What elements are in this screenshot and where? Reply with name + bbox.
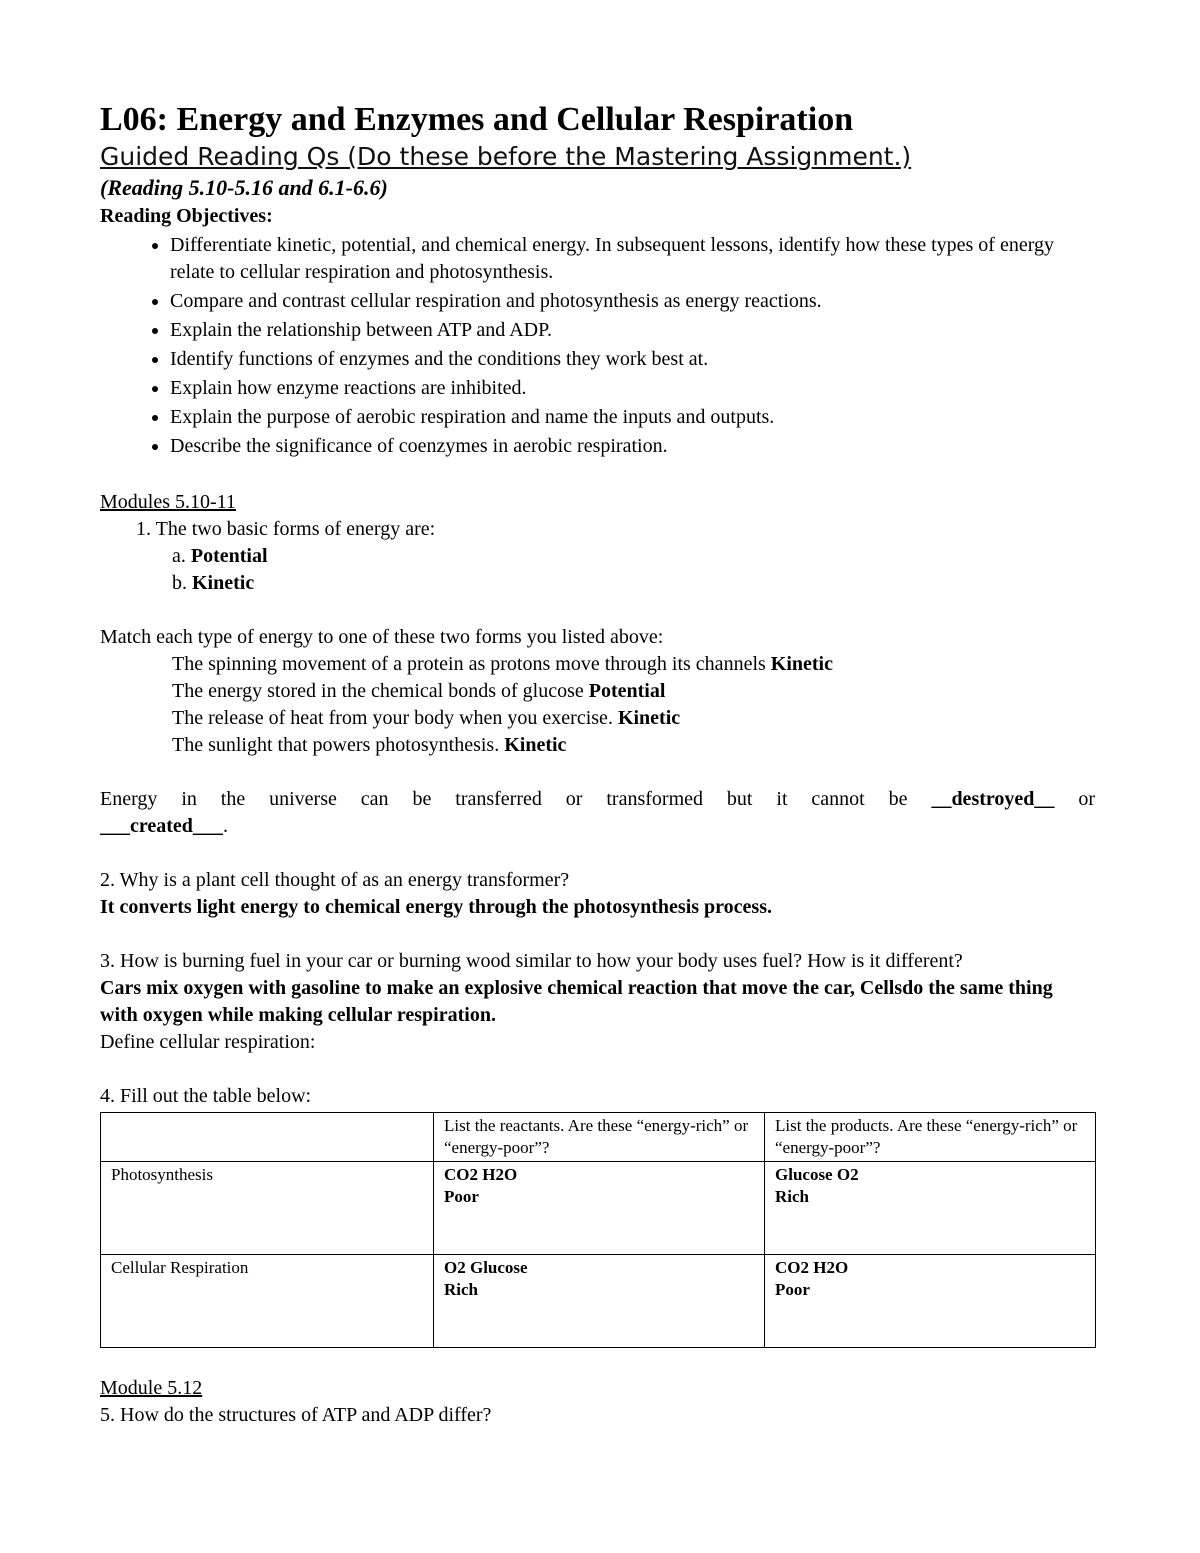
answer-1a-value: Potential <box>190 545 268 567</box>
question-4: 4. Fill out the table below: <box>100 1085 312 1107</box>
match-item <box>100 651 1095 678</box>
answer-3: Cars mix oxygen with gasoline to make an explosive chemical reaction that move the car, Cellsdo the same thing with oxygen while making cellular respiration. <box>100 977 1053 1026</box>
table-header-cell: List the products. Are these “energy-rich” or “energy-poor”? <box>765 1113 1096 1162</box>
section-heading-modules-5-10: Modules 5.10-11 <box>100 491 236 513</box>
table-cell[interactable] <box>765 1255 1096 1348</box>
match-item-text: The spinning movement of a protein as protons move through its channels <box>172 653 771 675</box>
match-item <box>100 705 1095 732</box>
objective-item: • Explain how enzyme reactions are inhibited. <box>170 375 1095 402</box>
energy-statement-line2 <box>100 813 1095 840</box>
document-page <box>100 100 1095 1429</box>
page-subtitle: Guided Reading Qs (Do these before the Mastering Assignment.) <box>100 142 912 171</box>
objective-item: • Identify functions of enzymes and the conditions they work best at. <box>170 346 1095 373</box>
answer-1b-value: Kinetic <box>192 572 255 594</box>
reactants-products-table <box>100 1112 1096 1348</box>
word: or <box>1078 788 1095 810</box>
answer-2: It converts light energy to chemical energy through the photosynthesis process. <box>100 896 772 918</box>
objectives-heading: Reading Objectives: <box>100 205 273 227</box>
answer-1a <box>100 543 1095 570</box>
word: transferred <box>455 788 542 810</box>
table-cell[interactable] <box>765 1162 1096 1255</box>
word: but <box>726 788 753 810</box>
table-row-label: Photosynthesis <box>101 1162 434 1255</box>
page-title: L06: Energy and Enzymes and Cellular Respiration <box>100 101 854 138</box>
match-item <box>100 678 1095 705</box>
table-header-row <box>101 1113 1096 1162</box>
word: can <box>360 788 389 810</box>
word: it <box>776 788 788 810</box>
period: . <box>222 815 228 837</box>
reactants-value: O2 Glucose <box>444 1258 528 1277</box>
objective-item: • Differentiate kinetic, potential, and chemical energy. In subsequent lessons, identify how these types of energy relate to cellular respiration and photosynthesis. <box>170 232 1095 286</box>
match-item-answer: Kinetic <box>504 734 567 756</box>
answer-1b <box>100 570 1095 597</box>
section-heading-module-5-12: Module 5.12 <box>100 1377 203 1399</box>
reactants-energy: Rich <box>444 1280 478 1299</box>
answer-1b-prefix: b. <box>172 572 192 594</box>
products-energy: Poor <box>775 1280 810 1299</box>
match-item <box>100 732 1095 759</box>
products-value: Glucose O2 <box>775 1165 859 1184</box>
match-item-text: The release of heat from your body when you exercise. <box>172 707 618 729</box>
objectives-list <box>100 232 1095 460</box>
table-row <box>101 1255 1096 1348</box>
reading-range: (Reading 5.10-5.16 and 6.1-6.6) <box>100 175 388 200</box>
word: in <box>181 788 197 810</box>
energy-statement-line1 <box>100 786 1095 813</box>
match-item-answer: Kinetic <box>617 707 681 729</box>
objective-item: • Compare and contrast cellular respiration and photosynthesis as energy reactions. <box>170 288 1095 315</box>
word: Energy <box>100 788 158 810</box>
energy-blank-created: ___created___ <box>100 815 223 837</box>
table-cell[interactable] <box>434 1162 765 1255</box>
reactants-value: CO2 H2O <box>444 1165 518 1184</box>
match-item-text: The energy stored in the chemical bonds of glucose <box>172 680 589 702</box>
objective-item: • Explain the purpose of aerobic respiration and name the inputs and outputs. <box>170 404 1095 431</box>
match-prompt: Match each type of energy to one of these two forms you listed above: <box>100 626 664 648</box>
table-cell[interactable] <box>434 1255 765 1348</box>
question-5: 5. How do the structures of ATP and ADP differ? <box>100 1404 492 1426</box>
word: the <box>220 788 246 810</box>
objective-item: • Explain the relationship between ATP and ADP. <box>170 317 1095 344</box>
table-header-cell <box>101 1113 434 1162</box>
word: cannot <box>811 788 865 810</box>
question-3: 3. How is burning fuel in your car or burning wood similar to how your body uses fuel? How is it different? <box>100 950 963 972</box>
question-1: 1. The two basic forms of energy are: <box>136 518 436 540</box>
products-energy: Rich <box>775 1187 809 1206</box>
match-item-answer: Potential <box>588 680 666 702</box>
word: universe <box>269 788 337 810</box>
answer-1a-prefix: a. <box>172 545 191 567</box>
energy-blank-destroyed: __destroyed__ <box>931 788 1055 810</box>
table-header-cell: List the reactants. Are these “energy-rich” or “energy-poor”? <box>434 1113 765 1162</box>
word: transformed <box>606 788 704 810</box>
reactants-energy: Poor <box>444 1187 479 1206</box>
define-cellular-respiration: Define cellular respiration: <box>100 1031 316 1053</box>
word: be <box>888 788 908 810</box>
match-item-answer: Kinetic <box>770 653 833 675</box>
question-2: 2. Why is a plant cell thought of as an energy transformer? <box>100 869 570 891</box>
word: or <box>565 788 583 810</box>
objective-item: • Describe the significance of coenzymes in aerobic respiration. <box>170 433 1095 460</box>
table-row <box>101 1162 1096 1255</box>
table-row-label: Cellular Respiration <box>101 1255 434 1348</box>
word: be <box>412 788 432 810</box>
match-item-text: The sunlight that powers photosynthesis. <box>172 734 505 756</box>
products-value: CO2 H2O <box>775 1258 849 1277</box>
